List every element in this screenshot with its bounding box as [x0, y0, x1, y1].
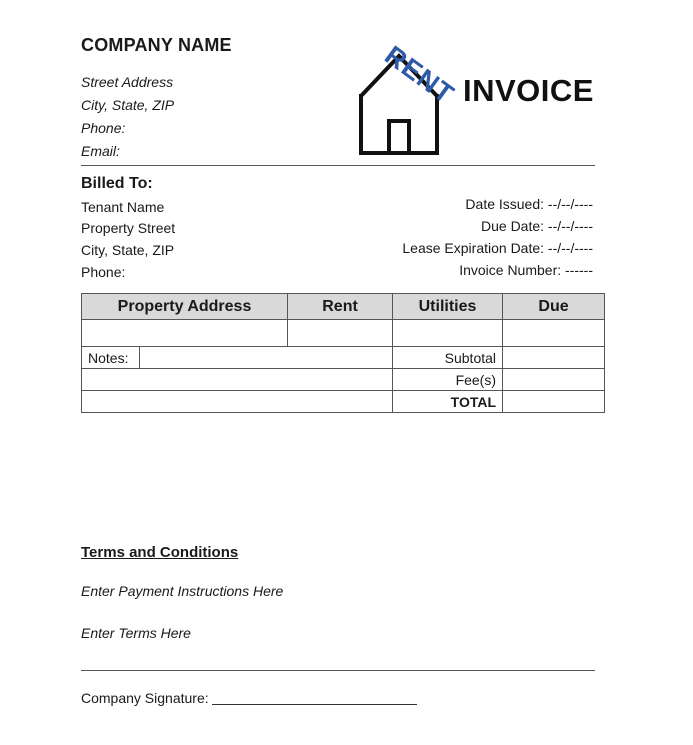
company-name: COMPANY NAME [81, 35, 232, 55]
notes-label: Notes: [82, 347, 140, 369]
tenant-city: City, State, ZIP [81, 242, 175, 258]
fees-value[interactable] [503, 369, 605, 391]
due-cell[interactable] [503, 320, 605, 347]
signature-label: Company Signature: [81, 690, 209, 706]
notes-field[interactable] [140, 347, 393, 369]
fees-row [82, 369, 605, 391]
notes-field-end[interactable] [82, 391, 393, 413]
lease-expiration-date: Lease Expiration Date: --/--/---- [402, 240, 593, 256]
utilities-cell[interactable] [393, 320, 503, 347]
company-signature [81, 690, 417, 706]
header-divider [81, 165, 595, 166]
header-utilities: Utilities [393, 294, 503, 320]
company-city: City, State, ZIP [81, 97, 175, 113]
total-value[interactable] [503, 391, 605, 413]
notes-field-continued[interactable] [82, 369, 393, 391]
company-street: Street Address [81, 74, 174, 90]
invoice-table [81, 293, 605, 413]
footer-divider [81, 670, 595, 671]
header-property-address: Property Address [82, 294, 288, 320]
tenant-phone: Phone: [81, 264, 126, 280]
subtotal-label: Subtotal [393, 347, 503, 369]
billed-to-title: Billed To: [81, 175, 153, 192]
terms-title: Terms and Conditions [81, 544, 239, 561]
total-label: TOTAL [393, 391, 503, 413]
signature-line[interactable] [212, 704, 417, 705]
logo-rent-text: RENT [379, 40, 460, 110]
rent-invoice-logo [355, 30, 605, 160]
header-rent: Rent [288, 294, 393, 320]
terms-text: Enter Terms Here [81, 625, 191, 641]
property-street: Property Street [81, 220, 176, 236]
total-row [82, 391, 605, 413]
due-date: Due Date: --/--/---- [481, 218, 593, 234]
subtotal-value[interactable] [503, 347, 605, 369]
fees-label: Fee(s) [393, 369, 503, 391]
company-email: Email: [81, 143, 120, 159]
date-issued: Date Issued: --/--/---- [465, 196, 593, 212]
table-header-row [82, 294, 605, 320]
tenant-name: Tenant Name [81, 199, 165, 215]
payment-instructions: Enter Payment Instructions Here [81, 583, 284, 599]
property-address-cell[interactable] [82, 320, 288, 347]
logo-invoice-text: INVOICE [463, 73, 594, 108]
table-row [82, 320, 605, 347]
company-phone: Phone: [81, 120, 126, 136]
invoice-number: Invoice Number: ------ [459, 262, 593, 278]
header-due: Due [503, 294, 605, 320]
rent-cell[interactable] [288, 320, 393, 347]
subtotal-row [82, 347, 605, 369]
